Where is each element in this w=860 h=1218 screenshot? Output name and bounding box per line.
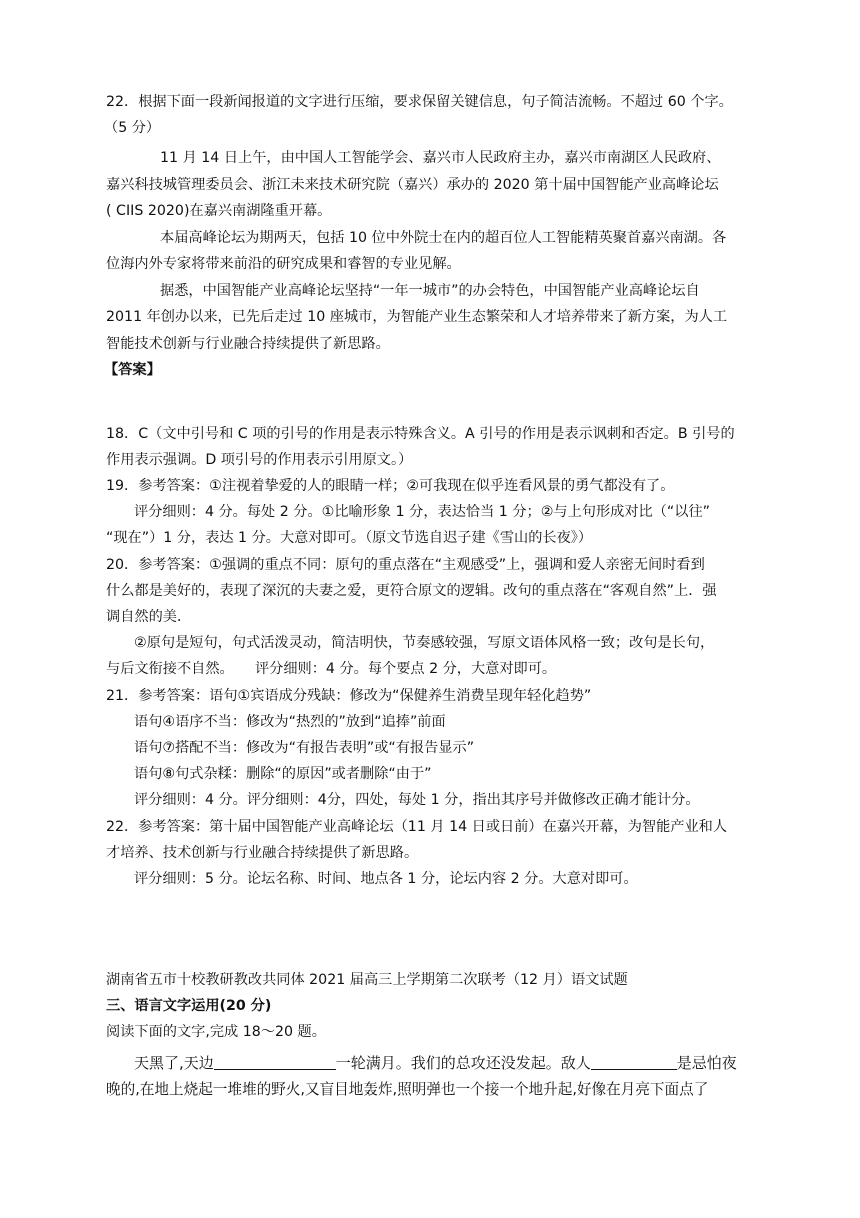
question-22-score: （5 分） — [104, 120, 161, 136]
news-paragraph-3: 据悉，中国智能产业高峰论坛坚持“一年一城市”的办会特色，中国智能产业高峰论坛自 — [160, 283, 700, 299]
fill-blank-1 — [214, 1054, 336, 1070]
answer-21: 语句⑧句式杂糅：删除“的原因”或者删除“由于” — [134, 766, 432, 782]
answer-22: 才培养、技术创新与行业融合持续提供了新思路。 — [106, 845, 419, 861]
news-paragraph-1: ( CIIS 2020)在嘉兴南湖隆重开幕。 — [106, 203, 332, 219]
news-paragraph-2: 本届高峰论坛为期两天，包括 10 位中外院士在内的超百位人工智能精英聚首嘉兴南湖。各 — [160, 230, 727, 246]
passage-text: 一轮满月。我们的总攻还没发起。敌人 — [335, 1054, 591, 1072]
news-paragraph-1: 11 月 14 日上午，由中国人工智能学会、嘉兴市人民政府主办，嘉兴市南湖区人民政府、 — [160, 150, 721, 166]
answer-19-scoring: “现在”）1 分，表达 1 分。大意对即可。（原文节选自迟子建《雪山的长夜》） — [106, 530, 593, 546]
passage-line-2: 晚的,在地上烧起一堆堆的野火,又盲目地轰炸,照明弹也一个接一个地升起,好像在月亮下面点了 — [106, 1081, 709, 1098]
fill-blank-2 — [591, 1054, 677, 1070]
answer-20: 什么都是美好的，表现了深沉的夫妻之爱，更符合原文的逻辑。改句的重点落在“客观自然”上．强 — [106, 583, 717, 599]
passage-line-1 — [134, 1053, 737, 1073]
answer-18: 作用表示强调。D 项引号的作用表示引用原文。） — [106, 452, 413, 468]
answer-19: 19．参考答案：①注视着挚爱的人的眼睛一样；②可我现在似乎连看风景的勇气都没有了。 — [106, 478, 675, 494]
answer-21-scoring: 评分细则：4 分。评分细则：4分，四处，每处 1 分，指出其序号并做修改正确才能计分。 — [134, 792, 700, 808]
news-paragraph-3: 2011 年创办以来，已先后走过 10 座城市，为智能产业生态繁荣和人才培养带来了新方案，为人工 — [106, 309, 728, 325]
answer-20: 20．参考答案：①强调的重点不同：原句的重点落在“主观感受”上，强调和爱人亲密无间时看到 — [106, 557, 705, 573]
passage-text: 是忌怕夜 — [676, 1054, 737, 1072]
section-heading: 三、语言文字运用(20 分) — [106, 998, 272, 1014]
exam-title: 湖南省五市十校教研教改共同体 2021 届高三上学期第二次联考（12 月）语文试题 — [106, 972, 628, 988]
answer-20: ②原句是短句，句式活泼灵动，简洁明快，节奏感较强，写原文语体风格一致；改句是长句， — [134, 635, 715, 651]
answer-22: 22．参考答案：第十届中国智能产业高峰论坛（11 月 14 日或日前）在嘉兴开幕，为智能产业和人 — [106, 819, 728, 835]
answer-20-scoring: 与后文衔接不自然。 评分细则：4 分。每个要点 2 分，大意对即可。 — [106, 661, 557, 677]
answer-19-scoring: 评分细则：4 分。每处 2 分。①比喻形象 1 分，表达恰当 1 分；②与上句形成对比（“以往” — [134, 504, 711, 520]
instruction-text: 阅读下面的文字,完成 18～20 题。 — [106, 1024, 326, 1040]
answer-22-scoring: 评分细则：5 分。论坛名称、时间、地点各 1 分，论坛内容 2 分。大意对即可。 — [134, 871, 638, 887]
answer-label: 【答案】 — [104, 362, 161, 378]
news-paragraph-2: 位海内外专家将带来前沿的研究成果和睿智的专业见解。 — [106, 256, 461, 272]
answer-20: 调自然的美． — [106, 609, 192, 625]
answer-21: 语句④语序不当：修改为“热烈的”放到“追捧”前面 — [134, 714, 446, 730]
question-22-prompt: 22．根据下面一段新闻报道的文字进行压缩，要求保留关键信息，句子简洁流畅。不超过 60 个字。 — [106, 94, 733, 110]
news-paragraph-1: 嘉兴科技城管理委员会、浙江未来技术研究院（嘉兴）承办的 2020 第十届中国智能产业高峰论坛 — [106, 177, 719, 193]
news-paragraph-3: 智能技术创新与行业融合持续提供了新思路。 — [106, 336, 390, 352]
passage-text: 天黑了,天边 — [134, 1054, 214, 1072]
answer-21: 语句⑦搭配不当：修改为“有报告表明”或“有报告显示” — [134, 740, 475, 756]
answer-21: 21．参考答案：语句①宾语成分残缺：修改为“保健养生消费呈现年轻化趋势” — [106, 688, 592, 704]
answer-18: 18．C（文中引号和 C 项的引号的作用是表示特殊含义。A 引号的作用是表示讽刺和否定。B 引号的 — [106, 426, 735, 442]
